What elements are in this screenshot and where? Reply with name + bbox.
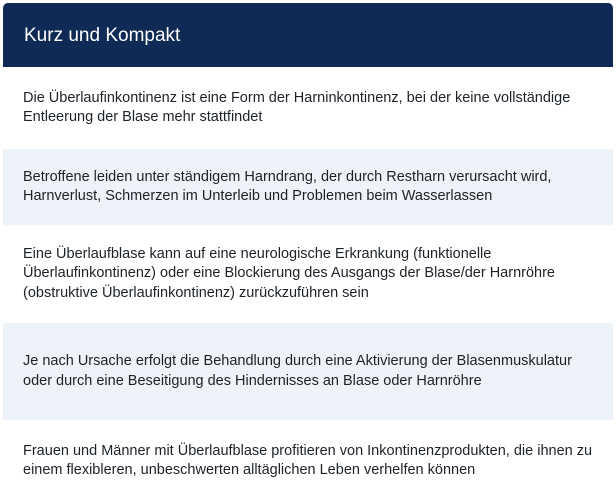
list-item-text: Betroffene leiden unter ständigem Harndrang, der durch Restharn verursacht wird, Harnverlust, Schmerzen im Unterleib und Problemen beim Wasserlassen	[23, 168, 552, 204]
list-item-text: Frauen und Männer mit Überlaufblase profitieren von Inkontinenzprodukten, die ihnen zu einem flexibleren, unbeschwerten alltäglichen Leben verhelfen können	[23, 442, 593, 478]
list-item-text: Je nach Ursache erfolgt die Behandlung durch eine Aktivierung der Blasenmuskulatur oder durch eine Beseitigung des Hindernisses an Blase oder Harnröhre	[23, 353, 572, 389]
summary-list	[3, 67, 613, 501]
card-header	[3, 3, 613, 67]
summary-card	[3, 3, 613, 501]
list-item-text: Die Überlaufinkontinenz ist eine Form der Harninkontinenz, bei der keine vollständige Entleerung der Blase mehr stattfindet	[23, 89, 571, 125]
list-item	[3, 67, 613, 149]
list-item	[3, 323, 613, 420]
list-item	[3, 225, 613, 323]
list-item-text: Eine Überlaufblase kann auf eine neurologische Erkrankung (funktionelle Überlaufinkontinenz) oder eine Blockierung des Ausgangs der Blase/der Harnröhre (obstruktive Überlaufinkontinenz) zurückzuführen sein	[23, 245, 555, 301]
card-title: Kurz und Kompakt	[24, 24, 181, 46]
list-item	[3, 149, 613, 225]
list-item	[3, 420, 613, 501]
